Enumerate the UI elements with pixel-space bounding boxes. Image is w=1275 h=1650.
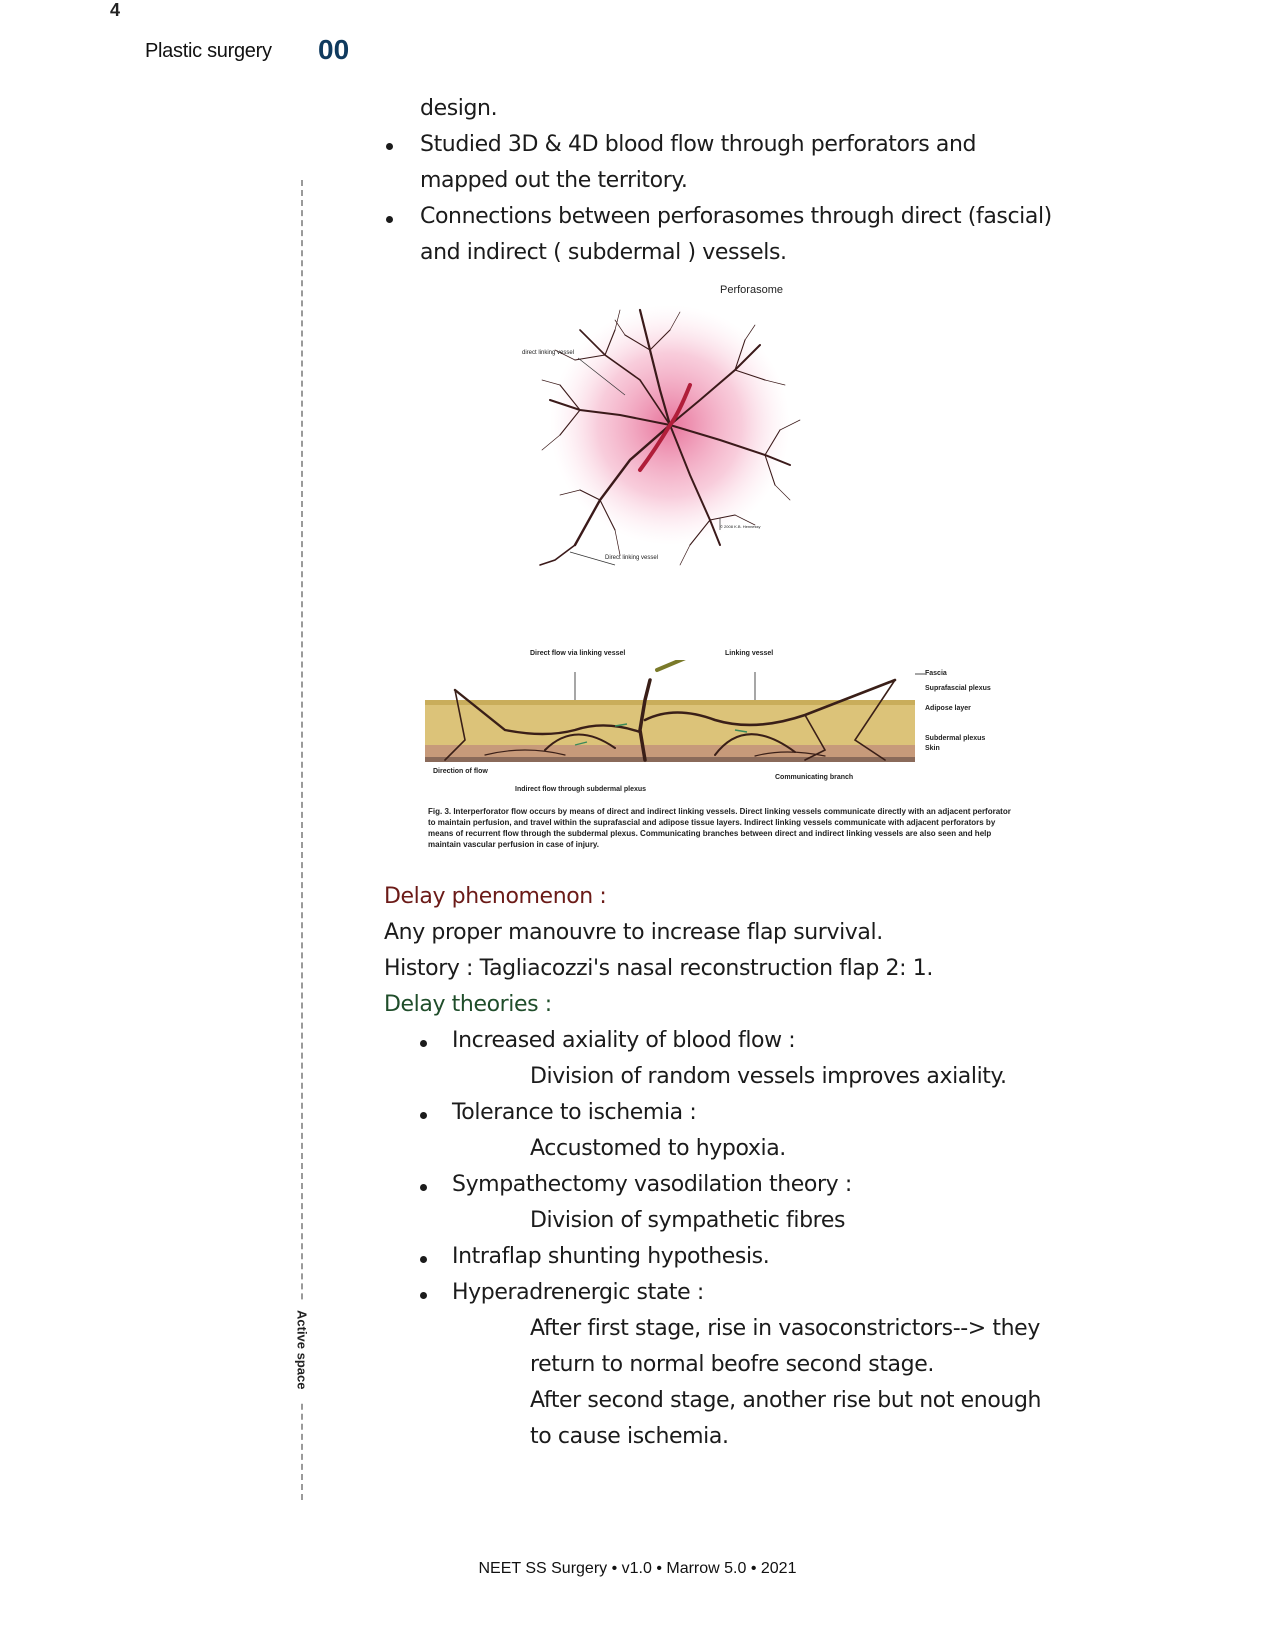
active-space-label: Active space: [294, 1310, 310, 1390]
skin-label: Skin: [925, 745, 940, 752]
direct-linking-vessel-label-top: direct linking vessel: [522, 350, 575, 356]
intro-line-1: design.: [420, 96, 498, 121]
perforasome-illustration: [520, 290, 820, 590]
adipose-layer-label: Adipose layer: [925, 705, 971, 712]
theory-name: Sympathectomy vasodilation theory :: [452, 1172, 852, 1197]
fascia-label: Fascia: [925, 670, 947, 677]
delay-theories-title: Delay theories :: [384, 992, 552, 1017]
active-space-marker: [290, 1300, 314, 1400]
theory-detail: Division of random vessels improves axiality.: [530, 1064, 1007, 1089]
theory-name: Tolerance to ischemia :: [452, 1100, 697, 1125]
theory-detail: to cause ischemia.: [530, 1424, 729, 1449]
direct-flow-label: Direct flow via linking vessel: [530, 650, 626, 657]
delay-history: History : Tagliacozzi's nasal reconstruction flap 2: 1.: [384, 956, 933, 981]
indirect-flow-label: Indirect flow through subdermal plexus: [515, 786, 647, 793]
direct-linking-vessel-label-bottom: Direct linking vessel: [605, 555, 659, 561]
theory-name: Increased axiality of blood flow :: [452, 1028, 796, 1053]
bullet-dot: [420, 1112, 427, 1119]
intro-line-4: Connections between perforasomes through direct (fascial): [420, 204, 1052, 229]
theory-detail: After second stage, another rise but not enough: [530, 1388, 1042, 1413]
theory-detail: After first stage, rise in vasoconstrictors--> they: [530, 1316, 1040, 1341]
delay-definition: Any proper manouvre to increase flap survival.: [384, 920, 883, 945]
figure-caption: Fig. 3. Interperforator flow occurs by means of direct and indirect linking vessels. Direct linking vessels communicate directly with an adjacent perforator to maintain perfusion, and travel within the suprafascial and adipose tissue layers. Indirect linking vessels communicate with adjacent perforators by means of recurrent flow through the subdermal plexus. Communicating branches between direct and indirect linking vessels are also seen and help maintain vascular perfusion in case of injury.: [428, 807, 1011, 849]
communicating-branch-label: Communicating branch: [775, 774, 854, 781]
intro-line-3: mapped out the territory.: [420, 168, 688, 193]
chapter-number: 00: [318, 34, 350, 65]
subdermal-plexus-label: Subdermal plexus: [925, 735, 986, 742]
bullet-dot: [420, 1040, 427, 1047]
theory-detail: return to normal beofre second stage.: [530, 1352, 934, 1377]
bullet-dot: [420, 1256, 427, 1263]
theory-name: Intraflap shunting hypothesis.: [452, 1244, 770, 1269]
theory-detail: Division of sympathetic fibres: [530, 1208, 846, 1233]
bullet-dot: [386, 143, 393, 150]
linking-vessel-label: Linking vessel: [725, 650, 774, 657]
bullet-dot: [420, 1292, 427, 1299]
bullet-dot: [420, 1184, 427, 1191]
suprafascial-plexus-label: Suprafascial plexus: [925, 685, 991, 692]
copyright-label: © 2008 K.B. Hennessy: [720, 524, 761, 529]
perforasome-label: Perforasome: [720, 284, 783, 296]
intro-line-2: Studied 3D & 4D blood flow through perforators and: [420, 132, 977, 157]
perforasome-figure: [520, 284, 820, 590]
page-footer: NEET SS Surgery • v1.0 • Marrow 5.0 • 2021: [478, 1560, 797, 1577]
interperforator-flow-figure: [425, 650, 1015, 800]
vessel-cross-section-illustration: [425, 660, 1015, 800]
theory-name: Hyperadrenergic state :: [452, 1280, 704, 1305]
intro-line-5: and indirect ( subdermal ) vessels.: [420, 240, 787, 265]
direction-of-flow-label: Direction of flow: [433, 768, 488, 775]
bullet-dot: [386, 216, 393, 223]
delay-phenomenon-title: Delay phenomenon :: [384, 884, 607, 909]
theory-detail: Accustomed to hypoxia.: [530, 1136, 786, 1161]
header-title: Plastic surgery: [145, 40, 272, 62]
page-number: 4: [110, 0, 121, 20]
